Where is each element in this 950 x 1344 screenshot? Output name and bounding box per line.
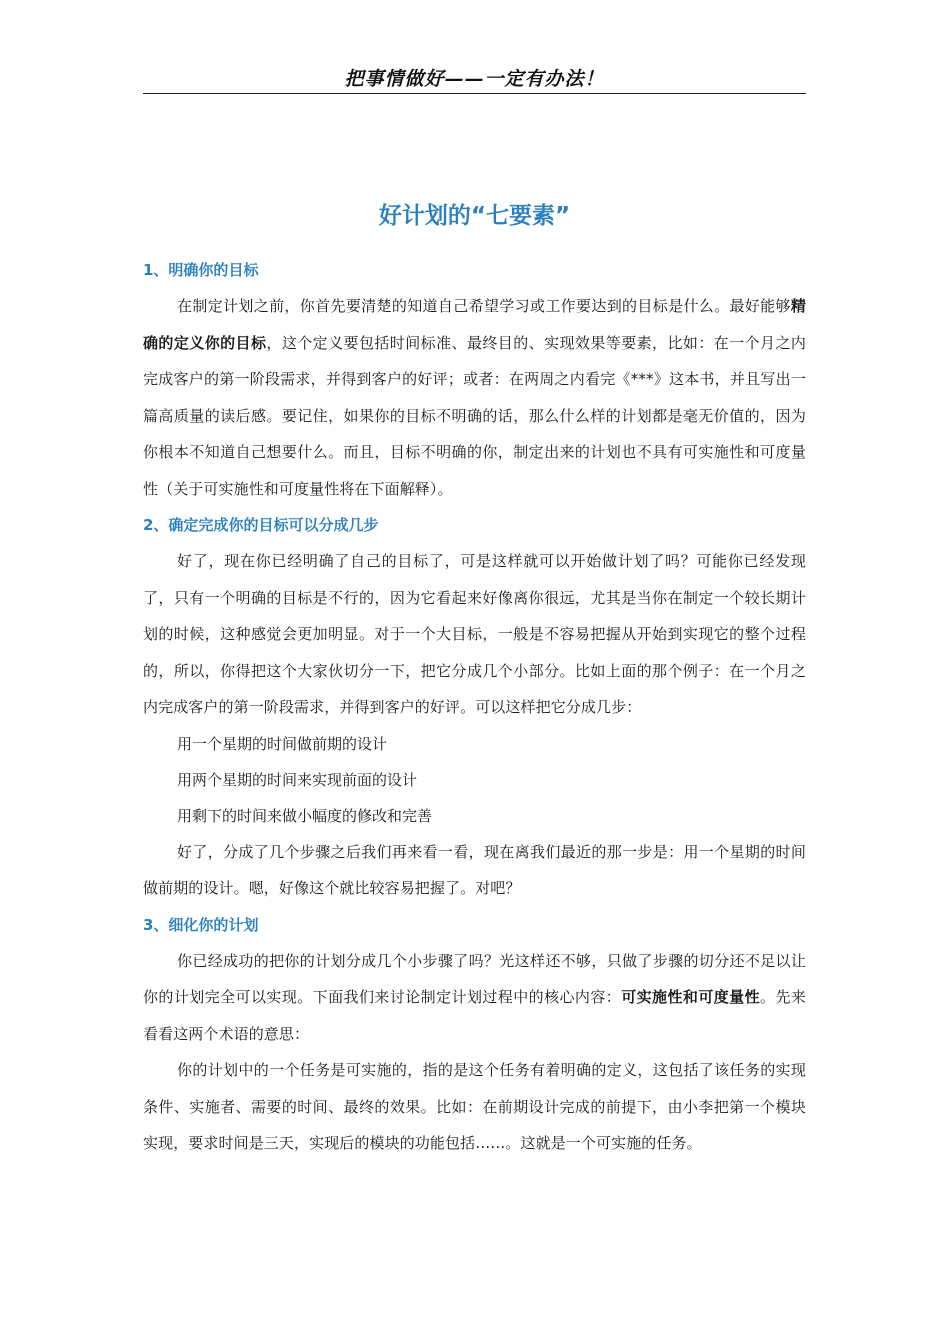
header-divider — [143, 93, 806, 94]
section-3-paragraph-1 — [143, 943, 806, 1053]
section-1-text-c: ，这个定义要包括时间标准、最终目的、实现效果等要素，比如：在一个月之内完成客户的第一阶段需求，并得到客户的好评；或者：在两周之内看完《***》这本书，并且写出一篇高质量的读后感。要记住，如果你的目标不明确的话，那么什么样的计划都是毫无价值的，因为你根本不知道自己想要什么。而且，目标不明确的你，制定出来的计划也不具有可实施性和可度量性（关于可实施性和可度量性将在下面解释）。 — [143, 333, 806, 498]
document-body — [143, 252, 806, 1162]
step-item-1: 用一个星期的时间做前期的设计 — [177, 734, 388, 753]
section-3-paragraph-2: 你的计划中的一个任务是可实施的，指的是这个任务有着明确的定义，这包括了该任务的实现条件、实施者、需要的时间、最终的效果。比如：在前期设计完成的前提下，由小李把第一个模块实现，要求时间是三天，实现后的模块的功能包括……。这就是一个可实施的任务。 — [143, 1061, 806, 1152]
section-heading-1: 1、明确你的目标 — [143, 261, 259, 279]
step-item-3: 用剩下的时间来做小幅度的修改和完善 — [177, 806, 433, 825]
section-3-emphasis: 可实施性和可度量性 — [621, 988, 761, 1006]
section-1-text-a: 在制定计划之前，你首先要清楚的知道自己希望学习或工作要达到的目标是什么。最好能够 — [177, 297, 791, 315]
section-3-text-c: 。先来看看这两个术语的意思： — [143, 988, 806, 1043]
section-2-paragraph-2: 好了，分成了几个步骤之后我们再来看一看，现在离我们最近的那一步是：用一个星期的时间做前期的设计。嗯，好像这个就比较容易把握了。对吧？ — [143, 842, 806, 897]
page-header-motto: 把事情做好——一定有办法！ — [344, 68, 605, 90]
section-heading-3: 3、细化你的计划 — [143, 915, 259, 934]
section-1-paragraph — [143, 288, 806, 507]
section-heading-2: 2、确定完成你的目标可以分成几步 — [143, 516, 379, 534]
section-3-text-a: 你已经成功的把你的计划分成几个小步骤了吗？光这样还不够，只做了步骤的切分还不足以让你的计划完全可以实现。下面我们来讨论制定计划过程中的核心内容： — [143, 951, 806, 1006]
section-2-paragraph-1: 好了，现在你已经明确了自己的目标了，可是这样就可以开始做计划了吗？可能你已经发现了，只有一个明确的目标是不行的，因为它看起来好像离你很远，尤其是当你在制定一个较长期计划的时候，这种感觉会更加明显。对于一个大目标，一般是不容易把握从开始到实现它的整个过程的，所以，你得把这个大家伙切分一下，把它分成几个小部分。比如上面的那个例子：在一个月之内完成客户的第一阶段需求，并得到客户的好评。可以这样把它分成几步： — [143, 552, 806, 716]
section-1-emphasis: 精确的定义你的目标 — [143, 297, 806, 352]
step-item-2: 用两个星期的时间来实现前面的设计 — [177, 770, 418, 789]
document-title: 好计划的“七要素” — [378, 203, 571, 229]
